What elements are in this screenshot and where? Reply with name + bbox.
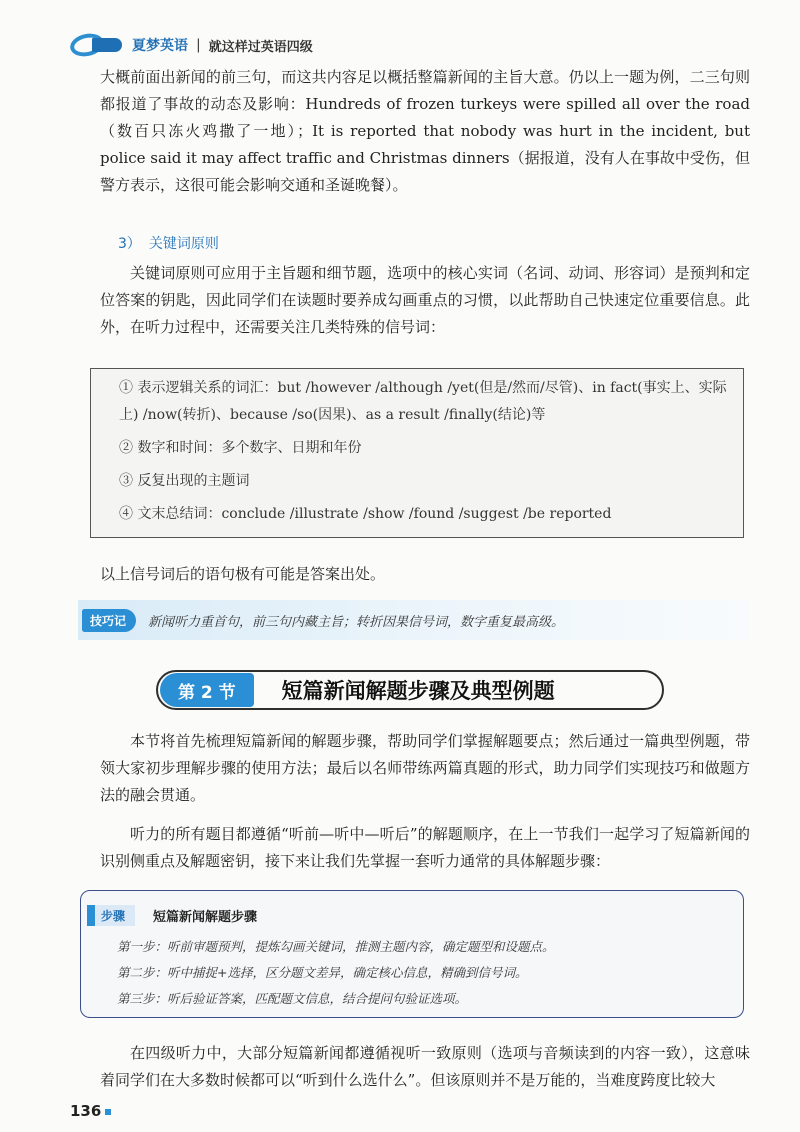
signal-words-box: [90, 368, 744, 538]
signal-item: ① 表示逻辑关系的词汇：but /however /although /yet(但是/然而/尽管)、in fact(事实上、实际上) /now(转折)、because /so(因果)、as a result /finally(结论)等: [119, 380, 727, 423]
tip-band: [78, 600, 750, 640]
step-item: 第三步：听后验证答案，匹配题文信息，结合提问句验证选项。: [117, 991, 468, 1006]
page-number: [70, 1102, 111, 1120]
paragraph-news-summary: 大概前面出新闻的前三句，而这共内容足以概括整篇新闻的主旨大意。仍以上一题为例，二三句则都报道了事故的动态及影响：Hundreds of frozen turkeys were spilled all over the road（数百只冻火鸡撒了一地）；It is reported that nobody was hurt in the incident, but police said it may affect traffic and Christmas dinners（据报道，没有人在事故中受伤，但警方表示，这很可能会影响交通和圣诞晚餐）。: [100, 68, 750, 194]
sub-heading-number: 3）: [118, 236, 141, 252]
step-item: 第一步：听前审题预判，提炼勾画关键词，推测主题内容，确定题型和设题点。: [117, 939, 555, 954]
section-title: 短篇新闻解题步骤及典型例题: [281, 679, 555, 703]
paragraph-section-intro: 本节将首先梳理短篇新闻的解题步骤，帮助同学们掌握解题要点；然后通过一篇典型例题，带领大家初步理解步骤的使用方法；最后以名师带练两篇真题的形式，助力同学们实现技巧和做题方法的融会贯通。: [100, 732, 750, 804]
steps-box: [80, 890, 744, 1018]
running-header: [70, 34, 313, 56]
step-item: 第二步：听中捕捉+选择，区分题文差异，确定核心信息，精确到信号词。: [117, 965, 528, 980]
page-number-text: 136: [70, 1102, 102, 1120]
steps-title: 短篇新闻解题步骤: [153, 910, 258, 925]
sub-heading-text: 关键词原则: [148, 236, 219, 252]
tip-badge: 技巧记: [82, 609, 136, 632]
tip-text: 新闻听力重首句，前三句内藏主旨；转折因果信号词，数字重复最高级。: [148, 614, 565, 630]
page-number-marker: [105, 1109, 111, 1115]
signal-note: 以上信号词后的语句极有可能是答案出处。: [100, 565, 386, 583]
paragraph-listening-order: 听力的所有题目都遵循“听前—听中—听后”的解题顺序，在上一节我们一起学习了短篇新闻的识别侧重点及解题密钥，接下来让我们先掌握一套听力通常的具体解题步骤：: [100, 825, 750, 870]
signal-item: ② 数字和时间：多个数字、日期和年份: [119, 440, 362, 456]
steps-badge: 步骤: [87, 905, 135, 926]
section-number-tag: 第 2 节: [160, 673, 254, 707]
section-heading: [156, 670, 664, 710]
brand-name: 夏梦英语: [132, 38, 188, 54]
header-separator: |: [196, 37, 201, 53]
signal-item: ④ 文末总结词：conclude /illustrate /show /found /suggest /be reported: [119, 506, 612, 522]
paragraph-keyword-principle: 关键词原则可应用于主旨题和细节题，选项中的核心实词（名词、动词、形容词）是预判和定位答案的钥匙，因此同学们在读题时要养成勾画重点的习惯，以此帮助自己快速定位重要信息。此外，在听力过程中，还需要关注几类特殊的信号词：: [100, 264, 750, 336]
steps-header: [87, 905, 257, 926]
brand-logo-icon: [70, 34, 124, 56]
sub-heading-keyword-principle: [118, 233, 219, 253]
signal-item: ③ 反复出现的主题词: [119, 473, 250, 489]
series-title: 就这样过英语四级: [208, 39, 313, 55]
paragraph-consistency-principle: 在四级听力中，大部分短篇新闻都遵循视听一致原则（选项与音频读到的内容一致），这意味着同学们在大多数时候都可以“听到什么选什么”。但该原则并不是万能的，当难度跨度比较大: [100, 1044, 750, 1089]
